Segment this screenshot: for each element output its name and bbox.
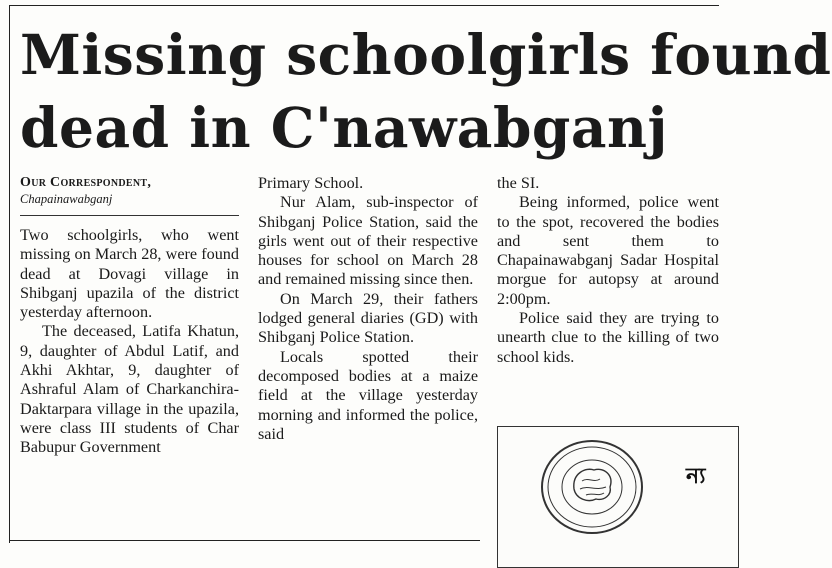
headline bbox=[20, 18, 832, 164]
left-rule bbox=[9, 5, 10, 543]
paragraph: the SI. bbox=[497, 174, 540, 192]
paragraph: Nur Alam, sub-inspector of Shibganj Police Station, said the girls went out of their respective houses for school on March 28 and remained missing since then. bbox=[258, 193, 478, 289]
byline-rule bbox=[20, 215, 239, 216]
dateline: Chapainawabganj bbox=[20, 192, 113, 206]
paragraph: Being informed, police went to the spot, recovered the bodies and sent them to Chapainawabganj Sadar Hospital morgue for autopsy at around 2:00pm. bbox=[497, 193, 719, 308]
advertisement bbox=[497, 426, 739, 568]
top-rule bbox=[10, 5, 719, 6]
institute-seal-icon bbox=[538, 437, 646, 537]
paragraph: On March 29, their fathers lodged general diaries (GD) with Shibganj Police Station. bbox=[258, 289, 478, 347]
headline-line-2: dead in C'nawabganj bbox=[20, 95, 668, 160]
paragraph: Primary School. bbox=[258, 174, 364, 192]
paragraph: Locals spotted their decomposed bodies at a maize field at the village yesterday morning and informed the police, said bbox=[258, 347, 478, 443]
advert-text: ন্য bbox=[686, 464, 706, 489]
column-3 bbox=[497, 174, 719, 367]
bottom-rule bbox=[10, 540, 480, 541]
byline: Our Correspondent, bbox=[20, 175, 152, 190]
column-1 bbox=[20, 174, 239, 458]
paragraph: The deceased, Latifa Khatun, 9, daughter of Abdul Latif, and Akhi Akhtar, 9, daughter of Ashraful Alam of Charkanchira-Daktarpara village in the upazila, were class III students of Char Babupur Government bbox=[20, 322, 239, 457]
paragraph: Two schoolgirls, who went missing on March 28, were found dead at Dovagi village in Shibganj upazila of the district yesterday afternoon. bbox=[20, 226, 239, 322]
headline-line-1: Missing schoolgirls found bbox=[20, 22, 832, 87]
column-2 bbox=[258, 174, 478, 444]
paragraph: Police said they are trying to unearth clue to the killing of two school kids. bbox=[497, 309, 719, 366]
